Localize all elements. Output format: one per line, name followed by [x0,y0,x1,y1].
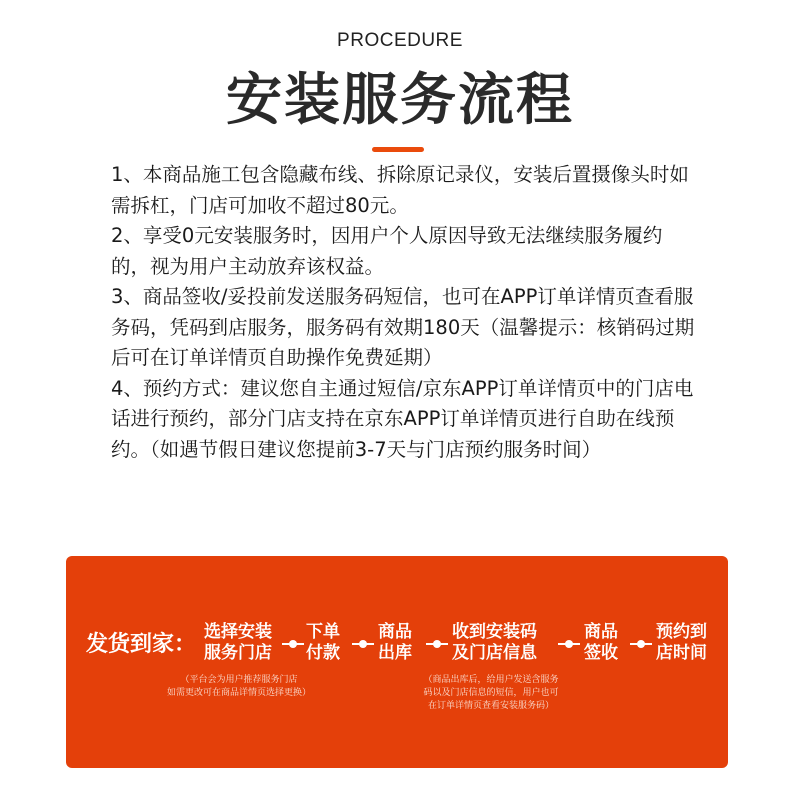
flow-step-outbound: 商品 出库 [378,622,412,663]
flow-step-appointment: 预约到 店时间 [656,622,707,663]
delivery-flow-banner [66,556,728,768]
flow-connector-icon [282,643,304,645]
term-item: 1、本商品施工包含隐藏布线、拆除原记录仪，安装后置摄像头时如需拆杠，门店可加收不超过80元。 [111,163,689,217]
flow-connector-icon [426,643,448,645]
store-selection-note: （平台会为用户推荐服务门店 如需更改可在商品详情页选择更换） [166,675,311,698]
flow-step-order-pay: 下单 付款 [306,622,340,663]
flow-label: 发货到家： [86,632,197,657]
flow-connector-icon [352,643,374,645]
section-eyebrow: PROCEDURE [337,30,463,51]
page-title: 安装服务流程 [226,68,574,133]
flow-step-sign: 商品 签收 [584,622,618,663]
term-item: 4、预约方式：建议您自主通过短信/京东APP订单详情页中的门店电话进行预约，部分门店支持在京东APP订单详情页进行自助在线预约。（如遇节假日建议您提前3-7天与门店预约服务时间） [111,376,694,461]
title-underline [372,147,424,152]
service-code-note: （商品出库后，给用户发送含服务 码以及门店信息的短信，用户也可 在订单详情页查看安装服务码） [423,675,559,711]
term-item: 3、商品签收/妥投前发送服务码短信，也可在APP订单详情页查看服务码，凭码到店服务，服务码有效期180天（温馨提示：核销码过期后可在订单详情页自助操作免费延期） [111,285,695,369]
flow-step-select-store: 选择安装 服务门店 [204,622,272,663]
flow-connector-icon [558,643,580,645]
service-terms [111,160,701,465]
term-item: 2、享受0元安装服务时，因用户个人原因导致无法继续服务履约的，视为用户主动放弃该权益。 [111,224,663,278]
flow-connector-icon [630,643,652,645]
flow-step-receive-code: 收到安装码 及门店信息 [452,622,537,663]
